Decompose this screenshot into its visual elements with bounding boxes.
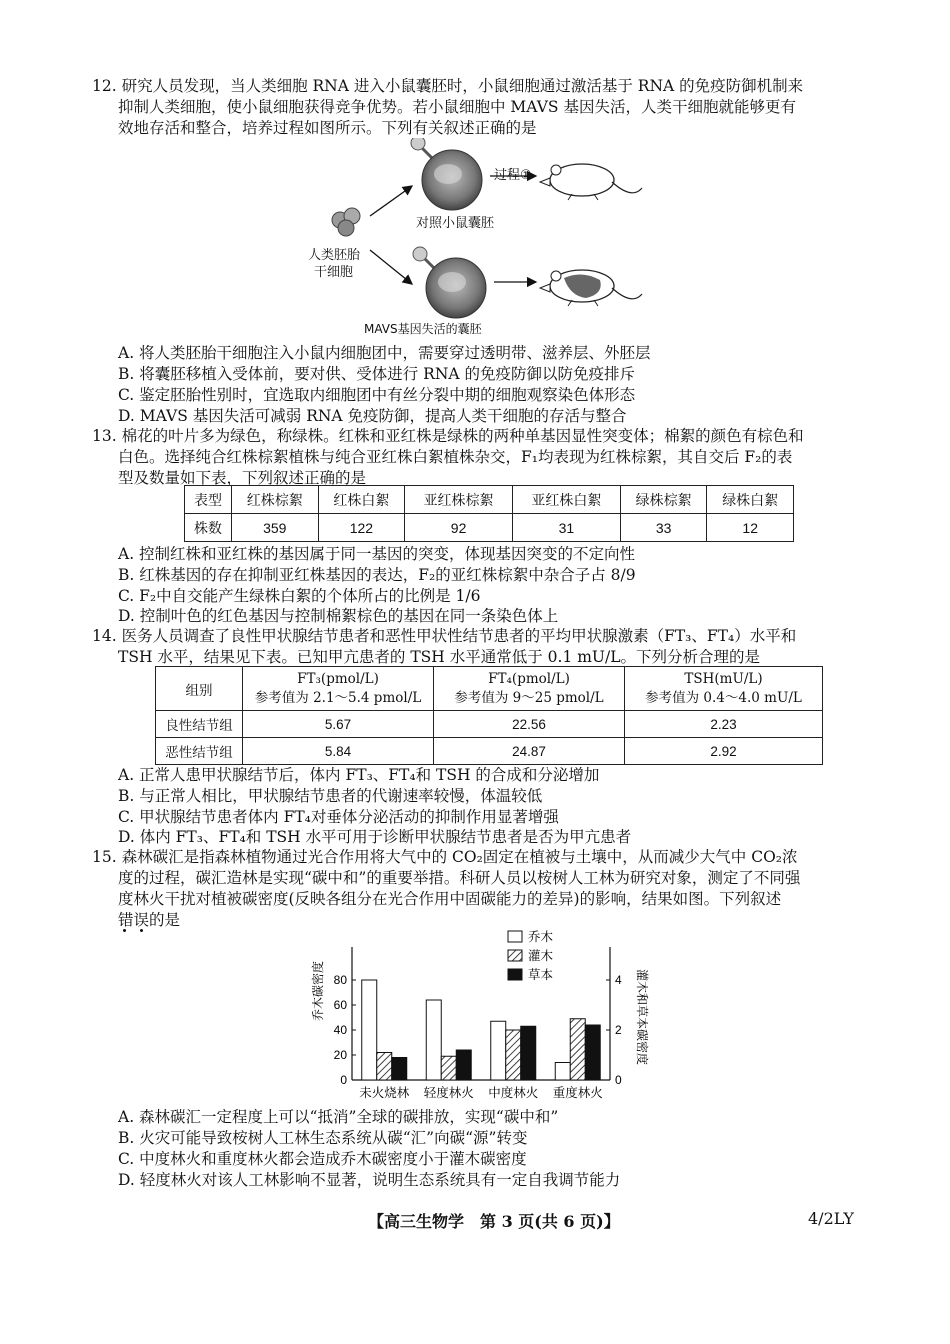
q13-header-cell: 亚红株白絮	[512, 486, 620, 514]
bar-灌木	[570, 1019, 585, 1080]
q13-line-3: 型及数量如下表，下列叙述正确的是	[118, 469, 367, 487]
stem-cell-label-2: 干细胞	[314, 265, 354, 280]
q14-ft3-ref: 参考值为 2.1～5.4 pmol/L	[254, 689, 422, 706]
q15-line-4: 错误的是	[118, 911, 181, 929]
q14-option-c: C. 甲状腺结节患者体内 FT₄对垂体分泌活动的抑制作用显著增强	[118, 808, 559, 826]
left-tick-label: 20	[333, 1048, 347, 1062]
q13-option-c: C. F₂中自交能产生绿株白絮的个体所占的比例是 1/6	[118, 587, 481, 605]
q14-ft3-title: FT₃(pmol/L)	[297, 670, 379, 687]
q15-line-1: 15. 森林碳汇是指森林植物通过光合作用将大气中的 CO₂固定在植被与土壤中，从而减少大气中 CO₂浓	[92, 848, 798, 866]
q14-option-d: D. 体内 FT₃、FT₄和 TSH 水平可用于诊断甲状腺结节患者是否为甲亢患者	[118, 828, 632, 846]
q14-value-cell: 2.23	[625, 711, 823, 738]
left-y-axis-label: 乔木碳密度	[311, 960, 325, 1022]
arrow-to-mavs	[370, 250, 412, 284]
q13-header-cell: 红株棕絮	[232, 486, 319, 514]
q13-header-cell: 红株白絮	[318, 486, 405, 514]
mavs-blastocyst	[413, 247, 486, 318]
q14-row-benign	[156, 711, 823, 738]
legend-label: 草本	[528, 967, 554, 982]
q14-tsh-ref: 参考值为 0.4～4.0 mU/L	[645, 689, 802, 706]
right-tick-label: 0	[615, 1073, 622, 1087]
q14-option-a: A. 正常人患甲状腺结节后，体内 FT₃、FT₄和 TSH 的合成和分泌增加	[118, 766, 600, 784]
bar-乔木	[362, 980, 377, 1080]
q14-value-cell: 22.56	[434, 711, 625, 738]
q14-tsh-title: TSH(mU/L)	[684, 670, 763, 687]
legend-swatch-灌木	[508, 950, 522, 961]
q14-ft4-title: FT₄(pmol/L)	[488, 670, 570, 687]
right-tick-label: 2	[615, 1023, 622, 1037]
x-tick-label: 轻度林火	[423, 1085, 474, 1100]
q14-value-cell: 2.92	[625, 738, 823, 765]
legend-label: 灌木	[528, 948, 554, 963]
q12-line-2: 抑制人类细胞，使小鼠细胞获得竞争优势。若小鼠细胞中 MAVS 基因失活，人类干细胞就能够更有	[118, 98, 796, 116]
emphasis-dot	[123, 929, 126, 932]
bar-灌木	[441, 1056, 456, 1080]
bar-灌木	[506, 1030, 521, 1080]
q14-ft4-ref: 参考值为 9～25 pmol/L	[454, 689, 604, 706]
q13-header-cell: 绿株白絮	[707, 486, 794, 514]
right-y-axis-label: 灌木和草本碳密度	[635, 968, 649, 1066]
q14-tsh-header	[625, 667, 823, 711]
q13-header-cell: 亚红株棕絮	[405, 486, 513, 514]
q12-line-1: 12. 研究人员发现，当人类细胞 RNA 进入小鼠囊胚时，小鼠细胞通过激活基于 RNA 的免疫防御机制来	[92, 77, 804, 95]
q14-line-2: TSH 水平，结果见下表。已知甲亢患者的 TSH 水平通常低于 0.1 mU/L。下列分析合理的是	[118, 648, 761, 666]
q14-group-header: 组别	[156, 667, 243, 711]
legend-label: 乔木	[528, 929, 554, 944]
page-footer: 【高三生物学 第 3 页(共 6 页)】	[368, 1212, 620, 1231]
q14-value-cell: 5.84	[243, 738, 434, 765]
q13-row-label: 株数	[185, 514, 232, 542]
bar-草本	[521, 1026, 536, 1080]
q13-value-cell: 12	[707, 514, 794, 542]
carbon-density-chart	[300, 925, 660, 1110]
legend-swatch-乔木	[508, 931, 522, 942]
x-tick-label: 重度林火	[552, 1085, 603, 1100]
left-tick-label: 0	[340, 1073, 347, 1087]
q15-option-b: B. 火灾可能导致桉树人工林生态系统从碳“汇”向碳“源”转变	[118, 1129, 528, 1147]
q14-row-malignant	[156, 738, 823, 765]
q14-row-label: 恶性结节组	[156, 738, 243, 765]
q13-line-2: 白色。选择纯合红株棕絮植株与纯合亚红株白絮植株杂交，F₁均表现为红株棕絮，其自交后 F₂的表	[118, 448, 793, 466]
q12-option-a: A. 将人类胚胎干细胞注入小鼠内细胞团中，需要穿过透明带、滋养层、外胚层	[118, 344, 651, 362]
mavs-blastocyst-label: MAVS基因失活的囊胚	[364, 322, 482, 336]
bar-草本	[392, 1058, 407, 1081]
bar-草本	[585, 1025, 600, 1080]
arrow-to-control	[370, 186, 412, 216]
q13-value-cell: 31	[512, 514, 620, 542]
q13-option-b: B. 红株基因的存在抑制亚红株基因的表达，F₂的亚红株棕絮中杂合子占 8/9	[118, 566, 636, 584]
x-tick-label: 中度林火	[488, 1085, 539, 1100]
q13-value-cell: 359	[232, 514, 319, 542]
q15-option-d: D. 轻度林火对该人工林影响不显著，说明生态系统具有一定自我调节能力	[118, 1171, 621, 1189]
emphasis-dot	[140, 929, 143, 932]
q14-line-1: 14. 医务人员调查了良性甲状腺结节患者和恶性甲状性结节患者的平均甲状腺激素（FT₃、FT₄）水平和	[92, 627, 797, 645]
q12-option-c: C. 鉴定胚胎性别时，宜选取内细胞团中有丝分裂中期的细胞观察染色体形态	[118, 386, 636, 404]
mouse-icon	[540, 164, 642, 200]
left-tick-label: 60	[333, 998, 347, 1012]
stem-cell-label-1: 人类胚胎	[308, 248, 361, 263]
q14-table	[155, 666, 823, 765]
bar-草本	[456, 1050, 471, 1080]
process-label: 过程①	[494, 168, 532, 183]
q15-option-c: C. 中度林火和重度林火都会造成乔木碳密度小于灌木碳密度	[118, 1150, 527, 1168]
q12-line-3: 效地存活和整合，培养过程如图所示。下列有关叙述正确的是	[118, 119, 537, 137]
q14-value-cell: 5.67	[243, 711, 434, 738]
legend-swatch-草本	[508, 969, 522, 980]
q13-option-d: D. 控制叶色的红色基因与控制棉絮棕色的基因在同一条染色体上	[118, 607, 559, 625]
q14-value-cell: 24.87	[434, 738, 625, 765]
q12-figure	[300, 138, 660, 348]
right-tick-label: 4	[615, 973, 622, 987]
q14-row-label: 良性结节组	[156, 711, 243, 738]
q14-ft4-header	[434, 667, 625, 711]
chimera-mouse-icon	[540, 270, 642, 306]
q15-line-3: 度林火干扰对植被碳密度(反映各组分在光合作用中固碳能力的差异)的影响，结果如图。下列叙述	[118, 890, 782, 908]
q13-option-a: A. 控制红株和亚红株的基因属于同一基因的突变，体现基因突变的不定向性	[118, 545, 636, 563]
q13-header-cell: 绿株棕絮	[620, 486, 707, 514]
q12-option-d: D. MAVS 基因失活可减弱 RNA 免疫防御，提高人类干细胞的存活与整合	[118, 407, 627, 425]
q15-option-a: A. 森林碳汇一定程度上可以“抵消”全球的碳排放，实现“碳中和”	[118, 1108, 559, 1126]
bar-灌木	[377, 1053, 392, 1081]
q13-table	[184, 485, 794, 542]
q13-value-cell: 92	[405, 514, 513, 542]
x-tick-label: 未火烧林	[359, 1085, 410, 1100]
page-code: 4/2LY	[808, 1209, 854, 1228]
q13-value-cell: 122	[318, 514, 405, 542]
q14-option-b: B. 与正常人相比，甲状腺结节患者的代谢速率较慢，体温较低	[118, 787, 543, 805]
control-blastocyst	[411, 138, 482, 210]
q13-header-cell: 表型	[185, 486, 232, 514]
control-blastocyst-label: 对照小鼠囊胚	[416, 216, 495, 231]
stem-cell-cluster	[332, 208, 360, 236]
q13-value-cell: 33	[620, 514, 707, 542]
left-tick-label: 40	[333, 1023, 347, 1037]
bar-乔木	[555, 1063, 570, 1081]
bar-乔木	[426, 1000, 441, 1080]
bar-乔木	[491, 1021, 506, 1080]
q14-ft3-header	[243, 667, 434, 711]
left-tick-label: 80	[333, 973, 347, 987]
q15-line-2: 度的过程，碳汇造林是实现“碳中和”的重要举措。科研人员以桉树人工林为研究对象，测定了不同强	[118, 869, 801, 887]
q13-line-1: 13. 棉花的叶片多为绿色，称绿株。红株和亚红株是绿株的两种单基因显性突变体；棉絮的颜色有棕色和	[92, 427, 804, 445]
q12-option-b: B. 将囊胚移植入受体前，要对供、受体进行 RNA 的免疫防御以防免疫排斥	[118, 365, 636, 383]
